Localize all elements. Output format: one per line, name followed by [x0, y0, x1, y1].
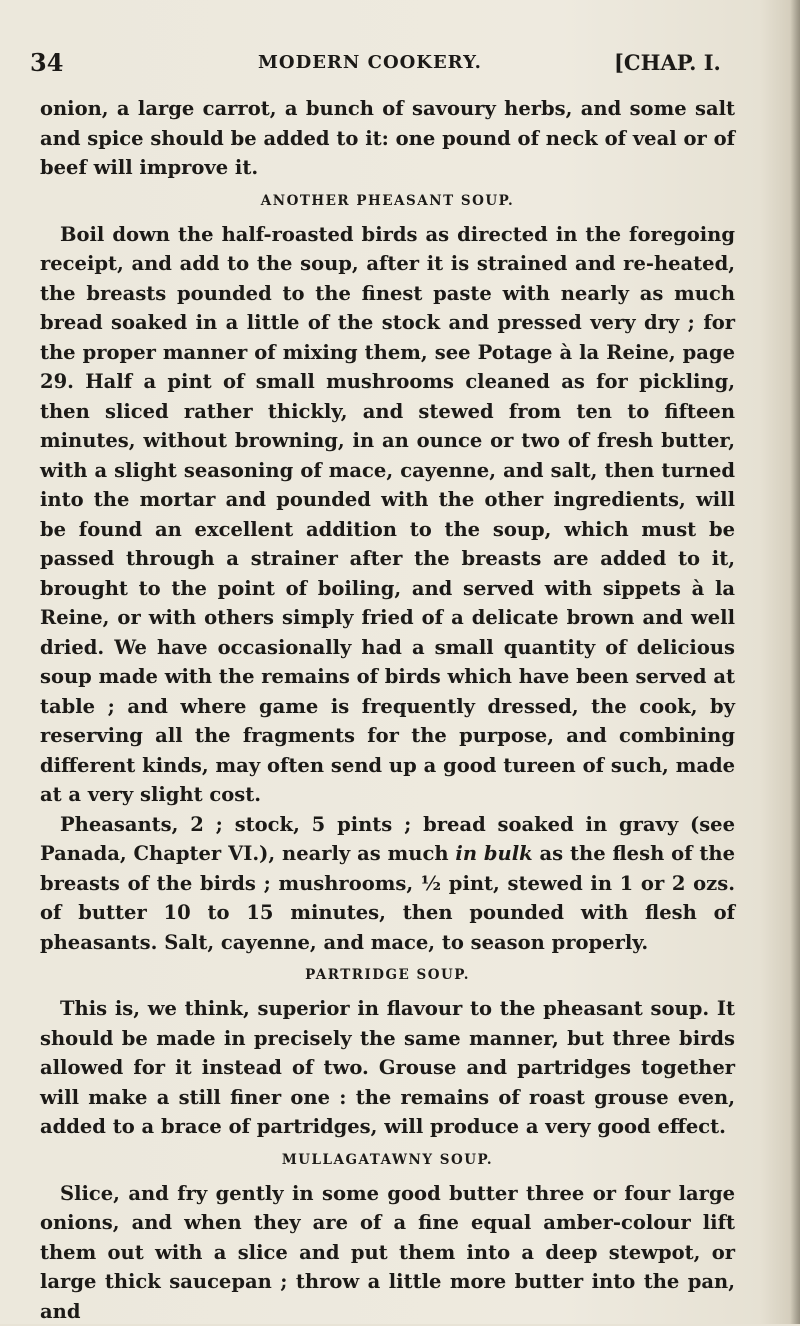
ingredients-text-a: Pheasants, 2 ; stock, 5 pints ; bread soaked in gravy (see Panada, Chapter VI.), nearly as much: [40, 813, 735, 866]
section-heading-another-pheasant-soup: ANOTHER PHEASANT SOUP.: [40, 183, 735, 220]
ingredients-text-b: as the flesh of the breasts of the birds ; mushrooms, ½ pint, stewed in 1 or 2 ozs. of butter 10 to 15 minutes, then pounded with flesh of pheasants. Salt, cayenne, and mace, to season properly.: [40, 842, 735, 954]
section-heading-partridge-soup: PARTRIDGE SOUP.: [40, 957, 735, 994]
ingredients-emphasis: in bulk: [455, 842, 532, 865]
running-title: MODERN COOKERY.: [258, 52, 482, 73]
chapter-marker: [CHAP. I.: [614, 50, 721, 75]
page-edge-shadow: [790, 0, 800, 1324]
paragraph-mullagatawny-soup: Slice, and fry gently in some good butter three or four large onions, and when they are of a fine equal amber-colour lift them out with a slice and put them into a deep stewpot, or large thick saucepan ; throw a little more butter into the pan, and: [40, 1179, 735, 1326]
page-header: [30, 48, 730, 82]
continued-paragraph: onion, a large carrot, a bunch of savoury herbs, and some salt and spice should be added to it: one pound of neck of veal or of beef will improve it.: [40, 94, 735, 183]
section-heading-mullagatawny-soup: MULLAGATAWNY SOUP.: [40, 1142, 735, 1179]
paragraph-pheasant-soup-method: Boil down the half-roasted birds as directed in the foregoing receipt, and add to the soup, after it is strained and re-heated, the breasts pounded to the finest paste with nearly as much bread soaked in a little of the stock and pressed very dry ; for the proper manner of mixing them, see Potage à la Reine, page 29. Half a pint of small mushrooms cleaned as for pickling, then sliced rather thickly, and stewed from ten to fifteen minutes, without browning, in an ounce or two of fresh butter, with a slight seasoning of mace, cayenne, and salt, then turned into the mortar and pounded with the other ingredients, will be found an excellent addition to the soup, which must be passed through a strainer after the breasts are added to it, brought to the point of boiling, and served with sippets à la Reine, or with others simply fried of a delicate brown and well dried. We have occasionally had a small quantity of delicious soup made with the remains of birds which have been served at table ; and where game is frequently dressed, the cook, by reserving all the fragments for the purpose, and combining different kinds, may often send up a good tureen of such, made at a very slight cost.: [40, 220, 735, 810]
page-body: [40, 94, 735, 1326]
paragraph-partridge-soup: This is, we think, superior in flavour to the pheasant soup. It should be made in precisely the same manner, but three birds allowed for it instead of two. Grouse and partridges together will make a still finer one : the remains of roast grouse even, added to a brace of partridges, will produce a very good effect.: [40, 994, 735, 1142]
page-number: 34: [30, 48, 63, 77]
paragraph-pheasant-soup-ingredients: [40, 810, 735, 958]
